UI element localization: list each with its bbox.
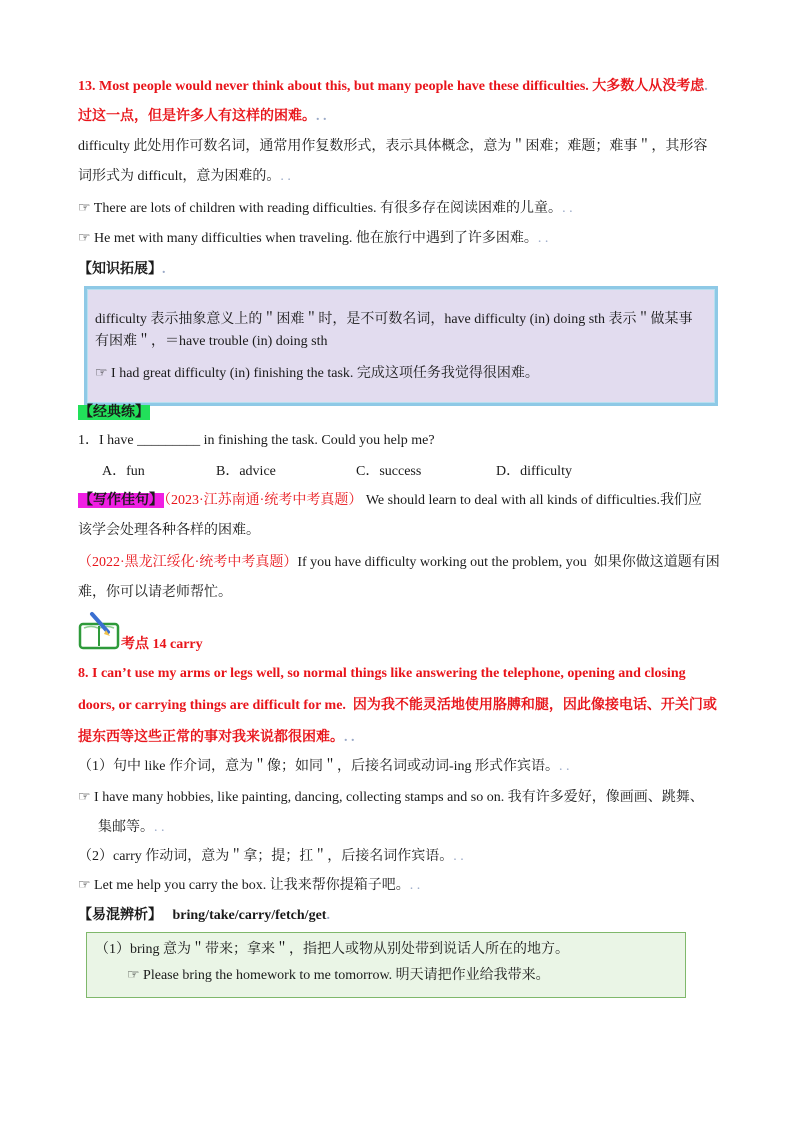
confuse-words: bring/take/carry/fetch/get — [172, 908, 327, 923]
point14-note-2-text: （2）carry 作动词，意为＂拿；提；扛＂，后接名词作宾语。 — [78, 849, 454, 864]
writing-block — [78, 486, 724, 546]
item13-heading-en: 13. Most people would never think about this, but many people have these difficulties. — [78, 79, 589, 94]
point14-example-1: ☞ I have many hobbies, like painting, dancing, collecting stamps and so on. 我有许多爱好，像画画、跳舞、 集邮等。. . — [78, 790, 704, 835]
knowledge-extension-title: 【知识拓展】. — [78, 262, 166, 277]
book-pencil-icon — [78, 610, 120, 650]
point14-heading-line3: 提东西等这些正常的事对我来说都很困难。 — [78, 730, 344, 745]
item13-explanation: difficulty 此处用作可数名词，通常用作复数形式，表示具体概念，意为＂困难；难题；难事＂，其形容 词形式为 difficult，意为困难的。. . — [78, 139, 708, 184]
writing-sentence2-zh-b: 难，你可以请老师帮忙。 — [78, 585, 232, 600]
item13-heading: 13. Most people would never think about this, but many people have these difficulties. 大多数人从没考虑. 过这一点，但是许多人有这样的困难。. . — [78, 79, 708, 124]
writing-block-2 — [78, 548, 724, 608]
item13-example-1-text: ☞ There are lots of children with reading difficulties. 有很多存在阅读困难的儿童。 — [78, 201, 563, 216]
option-a[interactable]: A．fun — [102, 464, 145, 479]
writing-sentence1-zh-a: 我们应 — [659, 493, 702, 508]
item13-heading-zh1: 大多数人从没考虑 — [592, 79, 705, 94]
practice-title-text: 【经典练】 — [79, 405, 149, 420]
point14-note-1: （1）句中 like 作介词，意为＂像；如同＂，后接名词或动词-ing 形式作宾语。. . — [78, 759, 570, 774]
option-d[interactable]: D．difficulty — [496, 464, 572, 479]
point14-heading-line1: 8. I can’t use my arms or legs well, so normal things like answering the telephone, opening and closing — [78, 666, 686, 681]
practice-title — [78, 398, 724, 428]
item13-example-1: ☞ There are lots of children with reading difficulties. 有很多存在阅读困难的儿童。. . — [78, 201, 573, 216]
practice-options — [102, 457, 748, 487]
practice-question: 1．I have _________ in finishing the task. Could you help me? — [78, 433, 435, 448]
bring-definition-box — [86, 932, 686, 998]
point14-example-1-a: ☞ I have many hobbies, like painting, dancing, collecting stamps and so on. 我有许多爱好，像画画、跳舞、 — [78, 790, 704, 805]
writing-sentence2-zh-a: 如果你做这道题有困 — [593, 555, 720, 570]
bring-def: （1）bring 意为＂带来；拿来＂，指把人或物从别处带到说话人所在的地方。 — [95, 942, 570, 957]
writing-title: 【写作佳句】 — [79, 493, 163, 508]
writing-sentence1-zh-b: 该学会处理各种各样的困难。 — [78, 523, 260, 538]
ext-line-1: difficulty 表示抽象意义上的＂困难＂时，是不可数名词，have difficulty (in) doing sth 表示＂做某事 — [95, 312, 693, 327]
point14-label: 考点 14 carry — [121, 637, 203, 652]
point14-note-2: （2）carry 作动词，意为＂拿；提；扛＂，后接名词作宾语。. . — [78, 849, 464, 864]
item13-example-2: ☞ He met with many difficulties when traveling. 他在旅行中遇到了许多困难。. . — [78, 231, 549, 246]
item13-heading-zh2: 过这一点，但是许多人有这样的困难。 — [78, 109, 316, 124]
point14-example-2-text: ☞ Let me help you carry the box. 让我来帮你提箱子吧。 — [78, 878, 410, 893]
item13-explain-2: 词形式为 difficult，意为困难的。 — [78, 169, 281, 184]
confuse-title-text: 【易混辨析】 — [78, 908, 162, 923]
confuse-title: 【易混辨析】 bring/take/carry/fetch/get. — [78, 908, 330, 923]
writing-sentence2-en: If you have difficulty working out the problem, you — [297, 555, 587, 570]
option-b[interactable]: B．advice — [216, 464, 276, 479]
knowledge-extension-box — [84, 286, 718, 406]
point14-note-1-text: （1）句中 like 作介词，意为＂像；如同＂，后接名词或动词-ing 形式作宾语。 — [78, 759, 560, 774]
point14-example-1-b: 集邮等。 — [98, 820, 154, 835]
writing-sentence1-en: We should learn to deal with all kinds of difficulties. — [365, 493, 660, 508]
ext-line-2: 有困难＂，＝have trouble (in) doing sth — [95, 334, 328, 349]
option-c[interactable]: C．success — [356, 464, 422, 479]
point14-heading-line2-zh: 因为我不能灵活地使用胳膊和腿，因此像接电话、开关门或 — [352, 698, 717, 713]
item13-explain-1: difficulty 此处用作可数名词，通常用作复数形式，表示具体概念，意为＂困难；难题；难事＂，其形容 — [78, 139, 708, 154]
bring-example: ☞ Please bring the homework to me tomorrow. 明天请把作业给我带来。 — [127, 968, 550, 983]
point14-heading: 8. I can’t use my arms or legs well, so normal things like answering the telephone, opening and closing doors, or carrying things are difficult for me. 因为我不能灵活地使用胳膊和腿，因此像接电话、开关门或 提东西等这些正常的事对我来说都很困难。. . — [78, 666, 717, 745]
point14-heading-line2-en: doors, or carrying things are difficult for me. — [78, 698, 346, 713]
ext-example: ☞ I had great difficulty (in) finishing the task. 完成这项任务我觉得很困难。 — [95, 366, 539, 381]
point14-example-2: ☞ Let me help you carry the box. 让我来帮你提箱子吧。. . — [78, 878, 421, 893]
writing-source-1: （2023·江苏南通·统考中考真题） — [164, 493, 363, 508]
writing-source-2: （2022·黑龙江绥化·统考中考真题） — [78, 555, 298, 570]
knowledge-extension-title-text: 【知识拓展】 — [78, 262, 162, 277]
item13-example-2-text: ☞ He met with many difficulties when traveling. 他在旅行中遇到了许多困难。 — [78, 231, 538, 246]
